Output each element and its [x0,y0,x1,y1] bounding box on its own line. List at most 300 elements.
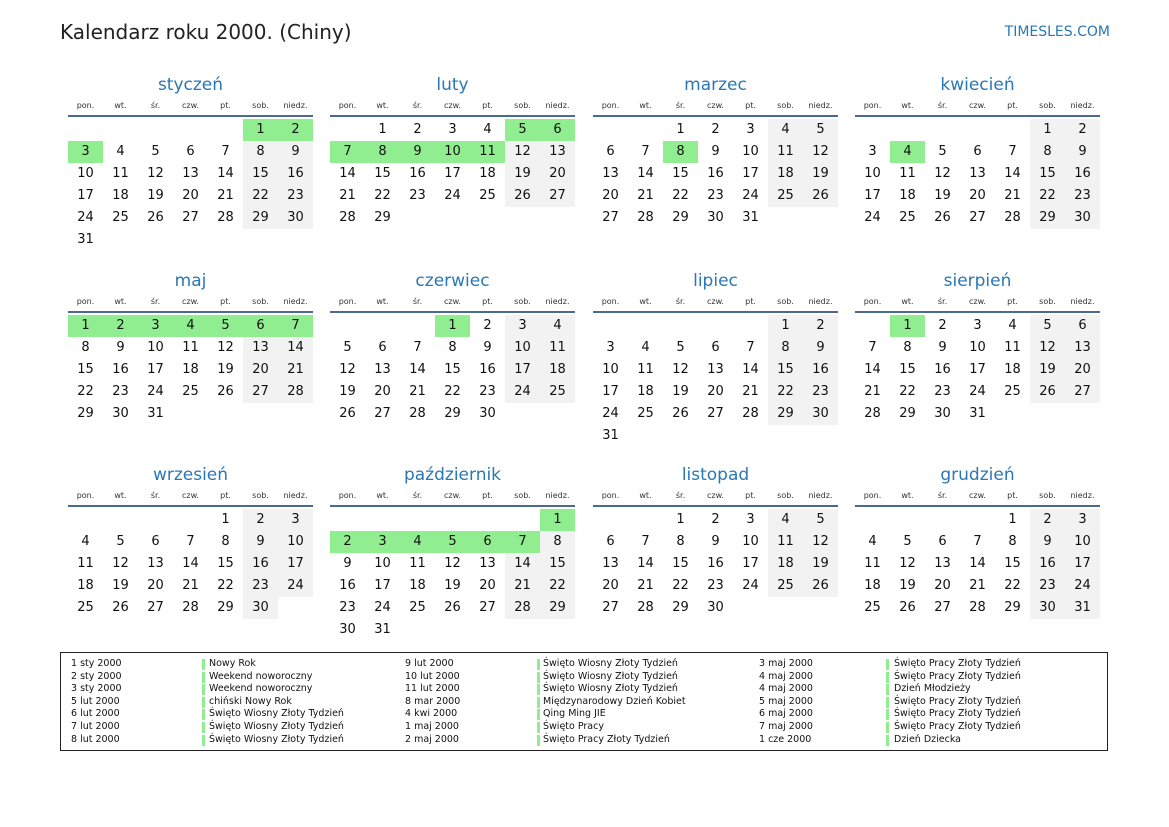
day-cell: 11 [864,556,881,571]
day-cell: 26 [899,600,916,615]
day-cell: 5 [343,340,352,355]
day-cell: 8 [81,340,90,355]
empty-cell [435,509,470,531]
day-cell: 22 [1004,578,1021,593]
weekday-label: pon. [338,491,357,500]
empty-cell [103,509,138,531]
holiday-marker-icon [202,672,205,683]
empty-cell [68,509,103,531]
day-cell: 26 [934,210,951,225]
legend-date: 7 lut 2000 [71,720,120,732]
days-grid [593,509,838,619]
day-cell: 12 [505,141,540,163]
day-cell: 23 [1030,575,1065,597]
day-cell: 9 [711,534,720,549]
day-cell: 13 [1065,337,1100,359]
day-cell: 26 [803,185,838,207]
legend-holiday-name: Święto Pracy [543,720,604,732]
legend-holiday-name: Nowy Rok [209,658,256,669]
day-cell: 26 [803,575,838,597]
day-cell: 2 [711,122,720,137]
day-cell: 25 [409,600,426,615]
empty-cell [925,119,960,141]
weekday-label: pt. [482,491,493,500]
holiday-marker-icon [202,735,205,746]
holiday-day: 1 [68,315,103,337]
day-cell: 7 [641,534,650,549]
weekday-label: pt. [1007,491,1018,500]
legend-row [405,734,725,747]
day-cell: 7 [746,340,755,355]
weekday-label: wt. [901,101,914,110]
holiday-marker-icon [537,697,540,708]
weekday-label: śr. [675,297,686,306]
weekday-label: wt. [376,491,389,500]
weekday-label: czw. [707,297,724,306]
holiday-marker-icon [537,709,540,720]
holiday-day: 5 [208,315,243,337]
day-cell: 10 [147,340,164,355]
holiday-marker-icon [537,735,540,746]
weekday-label: pon. [76,297,95,306]
empty-cell [698,315,733,337]
day-cell: 6 [151,534,160,549]
day-cell: 15 [768,359,803,381]
day-cell: 23 [409,188,426,203]
day-cell: 15 [1030,163,1065,185]
day-cell: 14 [637,556,654,571]
weekday-label: sob. [252,101,269,110]
legend-holiday-name: Święto Wiosny Złoty Tydzień [543,658,678,669]
weekday-label: śr. [937,297,948,306]
legend-row [405,721,725,734]
weekday-label: sob. [514,101,531,110]
month-block [68,462,313,619]
empty-cell [925,509,960,531]
day-cell: 3 [448,122,457,137]
weekday-header [330,294,575,310]
day-cell: 14 [182,556,199,571]
weekday-label: niedz. [283,491,308,500]
header-rule [593,505,838,507]
day-cell: 13 [707,362,724,377]
empty-cell [400,509,435,531]
holiday-day: 8 [365,141,400,163]
legend-holiday-name: Święto Pracy Złoty Tydzień [894,670,1021,682]
day-cell: 19 [672,384,689,399]
day-cell: 27 [182,210,199,225]
day-cell: 9 [938,340,947,355]
weekday-label: czw. [969,491,986,500]
weekday-label: wt. [901,297,914,306]
legend-holiday-name: Dzień Młodzieży [894,683,971,695]
day-cell: 19 [112,578,129,593]
day-cell: 4 [116,144,125,159]
weekday-label: wt. [901,491,914,500]
weekday-label: pt. [220,491,231,500]
day-cell: 21 [339,188,356,203]
month-block [855,72,1100,229]
day-cell: 13 [147,556,164,571]
day-cell: 24 [1065,575,1100,597]
day-cell: 21 [278,359,313,381]
holiday-day: 5 [505,119,540,141]
month-block [593,268,838,447]
day-cell: 24 [742,188,759,203]
day-cell: 17 [77,188,94,203]
empty-cell [855,509,890,531]
legend-row [759,683,1079,696]
weekday-label: niedz. [283,297,308,306]
day-cell: 25 [768,575,803,597]
month-name: czerwiec [415,271,490,291]
weekday-label: wt. [639,297,652,306]
day-cell: 26 [217,384,234,399]
day-cell: 11 [77,556,94,571]
site-link[interactable]: TIMESLES.COM [1004,24,1110,40]
day-cell: 14 [217,166,234,181]
day-cell: 13 [934,556,951,571]
day-cell: 9 [1065,141,1100,163]
legend-row [71,721,391,734]
weekday-label: śr. [150,297,161,306]
weekday-label: niedz. [808,491,833,500]
day-cell: 11 [899,166,916,181]
weekday-header [855,294,1100,310]
day-cell: 2 [483,318,492,333]
legend-holiday-name: Święto Wiosny Złoty Tydzień [209,720,344,732]
day-cell: 18 [768,163,803,185]
weekday-label: pon. [338,297,357,306]
holiday-day: 5 [435,531,470,553]
weekday-label: pon. [601,297,620,306]
day-cell: 26 [1030,381,1065,403]
weekday-header [593,98,838,114]
day-cell: 8 [676,534,685,549]
weekday-label: sob. [777,297,794,306]
day-cell: 13 [479,556,496,571]
day-cell: 20 [602,188,619,203]
day-cell: 4 [768,119,803,141]
day-cell: 6 [378,340,387,355]
day-cell: 30 [112,406,129,421]
weekday-label: sob. [777,491,794,500]
holiday-day: 6 [470,531,505,553]
day-cell: 30 [339,622,356,637]
holiday-marker-icon [886,722,889,733]
weekday-label: niedz. [1070,297,1095,306]
days-grid [855,509,1100,619]
day-cell: 22 [899,384,916,399]
day-cell: 2 [803,315,838,337]
day-cell: 29 [899,406,916,421]
weekday-label: czw. [444,101,461,110]
legend-row [405,708,725,721]
day-cell: 29 [1004,600,1021,615]
day-cell: 14 [1004,166,1021,181]
legend-row [759,721,1079,734]
empty-cell [960,119,995,141]
holiday-day: 7 [505,531,540,553]
weekday-label: pon. [863,297,882,306]
day-cell: 23 [278,185,313,207]
legend-row [405,658,725,671]
day-cell: 30 [243,597,278,619]
day-cell: 11 [1004,340,1021,355]
day-cell: 18 [479,166,496,181]
day-cell: 26 [672,406,689,421]
day-cell: 7 [1008,144,1017,159]
day-cell: 22 [217,578,234,593]
day-cell: 30 [1065,207,1100,229]
day-cell: 3 [505,315,540,337]
day-cell: 5 [803,119,838,141]
weekday-label: pt. [482,101,493,110]
holiday-day: 4 [890,141,925,163]
empty-cell [68,119,103,141]
weekday-label: pt. [745,297,756,306]
day-cell: 28 [969,600,986,615]
day-cell: 12 [217,340,234,355]
weekday-label: śr. [412,491,423,500]
header-rule [855,311,1100,313]
day-cell: 18 [637,384,654,399]
day-cell: 14 [864,362,881,377]
legend-date: 5 lut 2000 [71,695,120,707]
legend-holiday-name: Qing Ming JIE [543,708,606,720]
holiday-day: 6 [540,119,575,141]
day-cell: 22 [768,381,803,403]
legend-holiday-name: Święto Pracy Złoty Tydzień [894,695,1021,707]
day-cell: 11 [768,141,803,163]
day-cell: 10 [77,166,94,181]
legend-date: 2 sty 2000 [71,670,122,682]
day-cell: 17 [278,553,313,575]
holiday-marker-icon [202,659,205,670]
weekday-label: śr. [675,491,686,500]
day-cell: 10 [278,531,313,553]
day-cell: 29 [672,210,689,225]
day-cell: 19 [147,188,164,203]
weekday-label: wt. [376,297,389,306]
holiday-marker-icon [886,672,889,683]
legend-date: 1 sty 2000 [71,658,122,669]
day-cell: 6 [1065,315,1100,337]
day-cell: 28 [217,210,234,225]
empty-cell [855,119,890,141]
day-cell: 16 [112,362,129,377]
day-cell: 6 [606,144,615,159]
weekday-label: wt. [639,101,652,110]
empty-cell [400,315,435,337]
holiday-day: 2 [330,531,365,553]
month-block [330,462,575,641]
day-cell: 27 [602,210,619,225]
days-grid [68,315,313,425]
day-cell: 12 [934,166,951,181]
holiday-day: 9 [400,141,435,163]
weekday-label: czw. [444,491,461,500]
day-cell: 25 [637,406,654,421]
day-cell: 8 [903,340,912,355]
holiday-day: 3 [138,315,173,337]
weekday-header [593,488,838,504]
day-cell: 5 [903,534,912,549]
legend-row [759,696,1079,709]
day-cell: 10 [374,556,391,571]
weekday-header [593,294,838,310]
day-cell: 30 [934,406,951,421]
weekday-header [330,98,575,114]
day-cell: 22 [672,578,689,593]
holiday-marker-icon [886,735,889,746]
day-cell: 9 [243,531,278,553]
legend-holiday-name: Święto Wiosny Złoty Tydzień [543,670,678,682]
legend-date: 1 cze 2000 [759,733,812,745]
weekday-label: pon. [863,101,882,110]
holiday-day: 1 [890,315,925,337]
day-cell: 2 [413,122,422,137]
day-cell: 24 [864,210,881,225]
day-cell: 19 [217,362,234,377]
day-cell: 30 [803,403,838,425]
days-grid [330,509,575,641]
legend-holiday-name: Dzień Dziecka [894,733,961,745]
holiday-marker-icon [202,697,205,708]
day-cell: 16 [409,166,426,181]
weekday-label: czw. [707,101,724,110]
day-cell: 11 [112,166,129,181]
day-cell: 31 [77,232,94,247]
header-rule [68,311,313,313]
day-cell: 2 [1065,119,1100,141]
day-cell: 23 [1065,185,1100,207]
day-cell: 16 [1030,553,1065,575]
day-cell: 14 [742,362,759,377]
weekday-label: pon. [863,491,882,500]
day-cell: 10 [742,144,759,159]
day-cell: 2 [1030,509,1065,531]
day-cell: 4 [483,122,492,137]
day-cell: 13 [602,556,619,571]
days-grid [855,119,1100,229]
day-cell: 31 [602,428,619,443]
day-cell: 27 [147,600,164,615]
day-cell: 24 [444,188,461,203]
month-block [593,72,838,229]
legend-date: 3 maj 2000 [759,658,813,669]
day-cell: 3 [1065,509,1100,531]
month-name: lipiec [693,271,738,291]
weekday-label: niedz. [545,491,570,500]
legend-date: 1 maj 2000 [405,720,459,732]
weekday-label: niedz. [808,101,833,110]
day-cell: 26 [444,600,461,615]
legend-row [405,683,725,696]
day-cell: 2 [938,318,947,333]
day-cell: 29 [217,600,234,615]
day-cell: 16 [707,166,724,181]
day-cell: 22 [444,384,461,399]
weekday-header [330,488,575,504]
day-cell: 14 [505,553,540,575]
weekday-label: pon. [76,491,95,500]
day-cell: 8 [768,337,803,359]
day-cell: 10 [1065,531,1100,553]
day-cell: 8 [221,534,230,549]
day-cell: 25 [182,384,199,399]
day-cell: 15 [672,166,689,181]
day-cell: 18 [899,188,916,203]
holiday-day: 4 [400,531,435,553]
day-cell: 29 [77,406,94,421]
legend-holiday-name: Święto Wiosny Złoty Tydzień [209,708,344,720]
empty-cell [733,315,768,337]
day-cell: 11 [540,337,575,359]
empty-cell [330,315,365,337]
day-cell: 5 [676,340,685,355]
weekday-label: wt. [114,101,127,110]
day-cell: 7 [641,144,650,159]
day-cell: 24 [77,210,94,225]
header-rule [593,115,838,117]
month-name: październik [403,465,502,485]
legend-date: 4 maj 2000 [759,670,813,682]
legend-row [71,671,391,684]
day-cell: 25 [540,381,575,403]
weekday-header [68,488,313,504]
day-cell: 20 [540,163,575,185]
legend-row [759,658,1079,671]
day-cell: 8 [448,340,457,355]
holiday-day: 7 [330,141,365,163]
day-cell: 29 [768,403,803,425]
day-cell: 21 [742,384,759,399]
day-cell: 21 [505,575,540,597]
day-cell: 24 [147,384,164,399]
holiday-marker-icon [886,659,889,670]
day-cell: 25 [1004,384,1021,399]
day-cell: 29 [243,207,278,229]
legend-row [71,734,391,747]
day-cell: 29 [1030,207,1065,229]
legend-row [759,671,1079,684]
weekday-label: czw. [707,491,724,500]
weekday-label: wt. [114,491,127,500]
day-cell: 4 [868,534,877,549]
legend-date: 2 maj 2000 [405,733,459,745]
day-cell: 20 [147,578,164,593]
day-cell: 17 [505,359,540,381]
holiday-day: 2 [278,119,313,141]
empty-cell [663,315,698,337]
weekday-label: sob. [1039,297,1056,306]
day-cell: 29 [374,210,391,225]
day-cell: 24 [969,384,986,399]
day-cell: 21 [637,188,654,203]
day-cell: 12 [444,556,461,571]
month-name: listopad [681,465,750,485]
empty-cell [138,119,173,141]
empty-cell [330,119,365,141]
day-cell: 1 [378,122,387,137]
month-name: grudzień [940,465,1015,485]
days-grid [68,509,313,619]
day-cell: 17 [1065,553,1100,575]
day-cell: 27 [479,600,496,615]
day-cell: 19 [934,188,951,203]
day-cell: 30 [1030,597,1065,619]
